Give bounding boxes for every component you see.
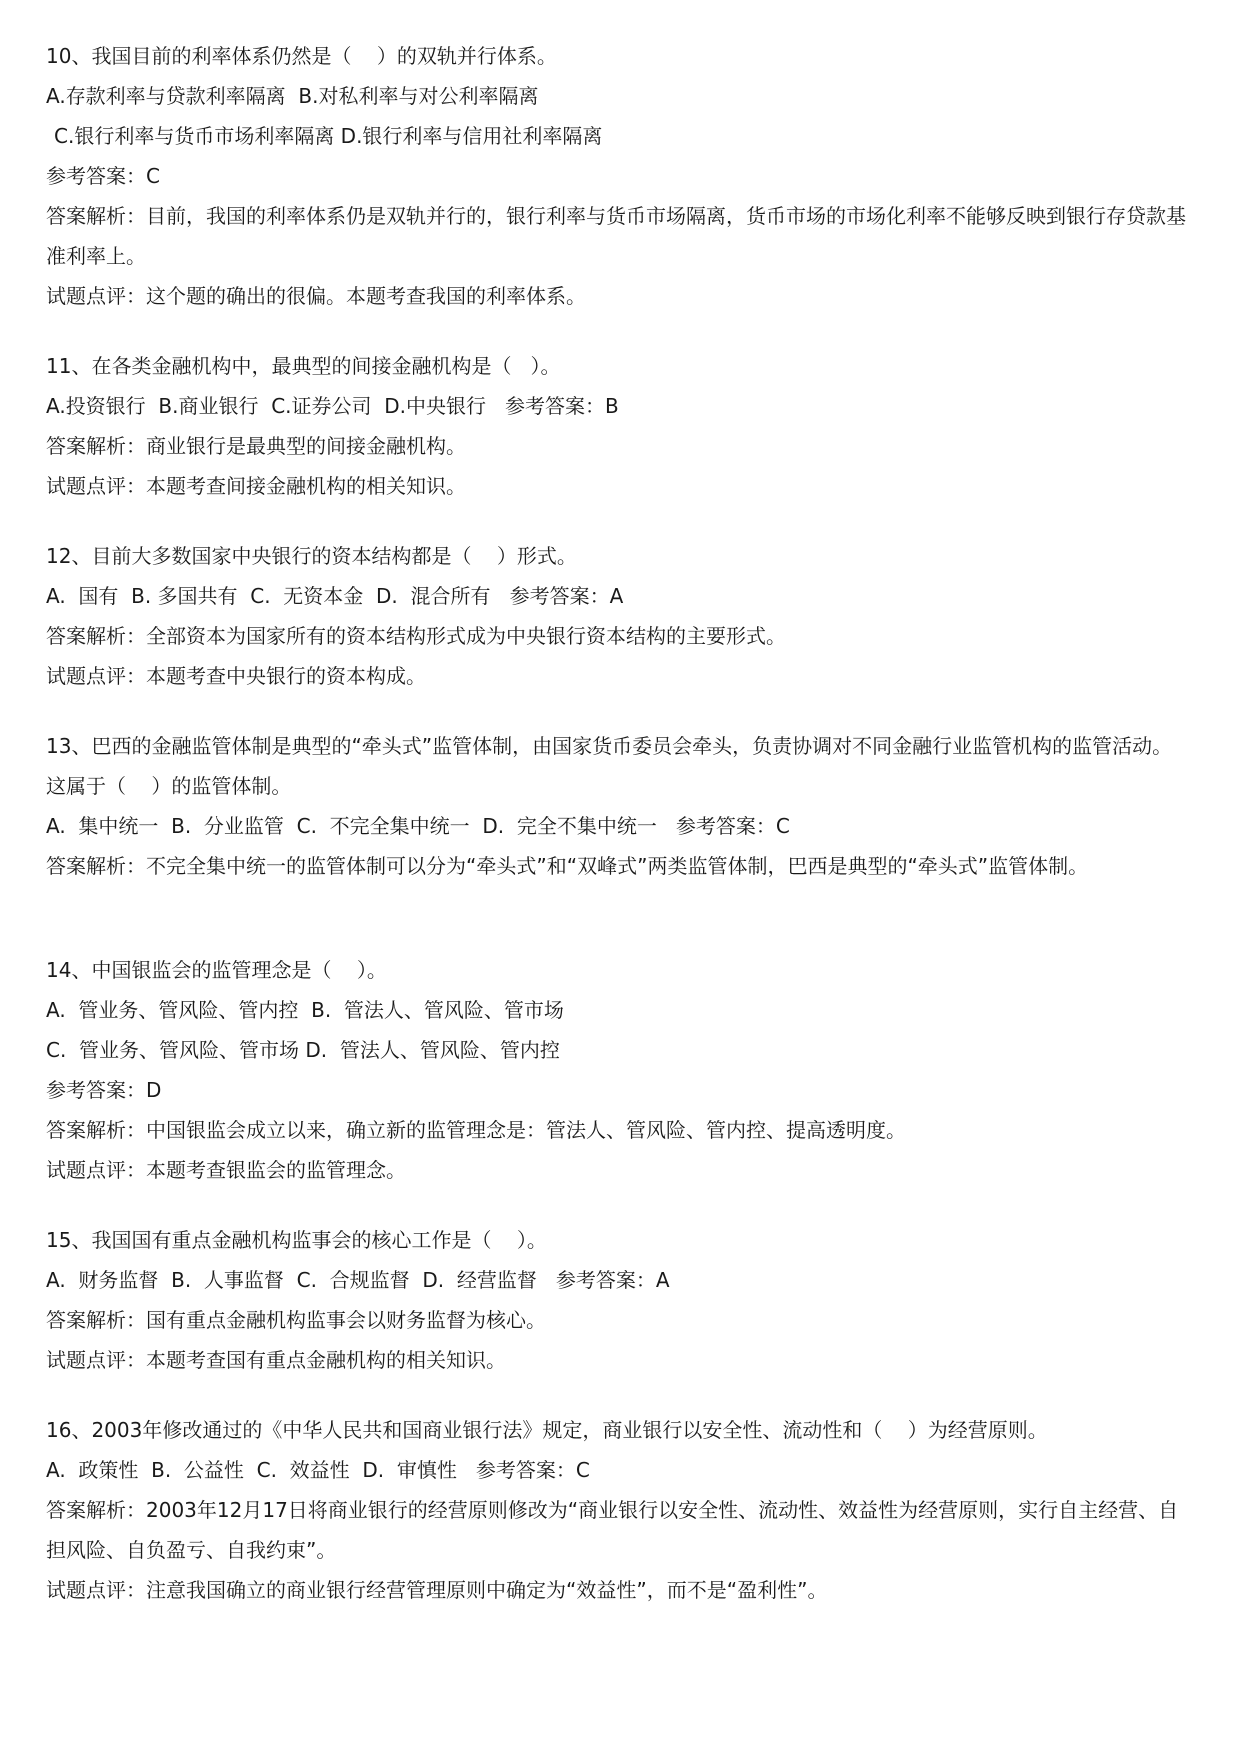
question-stem: 16、2003年修改通过的《中华人民共和国商业银行法》规定，商业银行以安全性、流动性和（ ）为经营原则。 — [46, 1418, 1048, 1442]
question-review: 试题点评：本题考查间接金融机构的相关知识。 — [46, 474, 466, 498]
answer-analysis: 答案解析：中国银监会成立以来，确立新的监管理念是：管法人、管风险、管内控、提高透明度。 — [46, 1118, 906, 1142]
question-options: A. 管业务、管风险、管内控 B. 管法人、管风险、管市场 — [46, 998, 564, 1022]
question-review: 试题点评：这个题的确出的很偏。本题考查我国的利率体系。 — [46, 284, 586, 308]
answer-analysis: 答案解析：全部资本为国家所有的资本结构形式成为中央银行资本结构的主要形式。 — [46, 624, 786, 648]
question-stem: 15、我国国有重点金融机构监事会的核心工作是（ ）。 — [46, 1228, 547, 1252]
question-options: C.银行利率与货币市场利率隔离 D.银行利率与信用社利率隔离 — [54, 124, 603, 148]
question-14 — [46, 950, 1201, 1190]
question-review: 试题点评：本题考查银监会的监管理念。 — [46, 1158, 406, 1182]
question-review: 试题点评：本题考查国有重点金融机构的相关知识。 — [46, 1348, 506, 1372]
answer-analysis: 答案解析：国有重点金融机构监事会以财务监督为核心。 — [46, 1308, 546, 1332]
question-options: A.存款利率与贷款利率隔离 B.对私利率与对公利率隔离 — [46, 84, 539, 108]
reference-answer: 参考答案：C — [46, 164, 160, 188]
answer-analysis: 答案解析：商业银行是最典型的间接金融机构。 — [46, 434, 466, 458]
question-options: C. 管业务、管风险、管市场 D. 管法人、管风险、管内控 — [46, 1038, 560, 1062]
reference-answer: 参考答案：D — [46, 1078, 162, 1102]
question-stem: 14、中国银监会的监管理念是（ ）。 — [46, 958, 387, 982]
question-options: A. 政策性 B. 公益性 C. 效益性 D. 审慎性 参考答案：C — [46, 1458, 590, 1482]
answer-analysis: 答案解析：目前，我国的利率体系仍是双轨并行的，银行利率与货币市场隔离，货币市场的市场化利率不能够反映到银行存贷款基准利率上。 — [46, 204, 1186, 268]
question-review: 试题点评：注意我国确立的商业银行经营管理原则中确定为“效益性”，而不是“盈利性”。 — [46, 1578, 828, 1602]
question-stem: 12、目前大多数国家中央银行的资本结构都是（ ）形式。 — [46, 544, 577, 568]
question-10 — [46, 36, 1201, 316]
question-12 — [46, 536, 1201, 696]
question-11 — [46, 346, 1201, 506]
question-stem: 13、巴西的金融监管体制是典型的“牵头式”监管体制，由国家货币委员会牵头，负责协调对不同金融行业监管机构的监管活动。这属于（ ）的监管体制。 — [46, 734, 1173, 798]
question-options: A. 国有 B. 多国共有 C. 无资本金 D. 混合所有 参考答案：A — [46, 584, 624, 608]
question-options: A. 集中统一 B. 分业监管 C. 不完全集中统一 D. 完全不集中统一 参考答案：C — [46, 814, 790, 838]
question-options: A. 财务监督 B. 人事监督 C. 合规监督 D. 经营监督 参考答案：A — [46, 1268, 670, 1292]
question-15 — [46, 1220, 1201, 1380]
question-review: 试题点评：本题考查中央银行的资本构成。 — [46, 664, 426, 688]
question-16 — [46, 1410, 1201, 1610]
question-stem: 11、在各类金融机构中，最典型的间接金融机构是（ ）。 — [46, 354, 561, 378]
answer-analysis: 答案解析：不完全集中统一的监管体制可以分为“牵头式”和“双峰式”两类监管体制，巴西是典型的“牵头式”监管体制。 — [46, 854, 1089, 878]
question-options: A.投资银行 B.商业银行 C.证券公司 D.中央银行 参考答案：B — [46, 394, 619, 418]
answer-analysis: 答案解析：2003年12月17日将商业银行的经营原则修改为“商业银行以安全性、流动性、效益性为经营原则，实行自主经营、自担风险、自负盈亏、自我约束”。 — [46, 1498, 1179, 1562]
question-13 — [46, 726, 1201, 886]
question-stem: 10、我国目前的利率体系仍然是（ ）的双轨并行体系。 — [46, 44, 557, 68]
